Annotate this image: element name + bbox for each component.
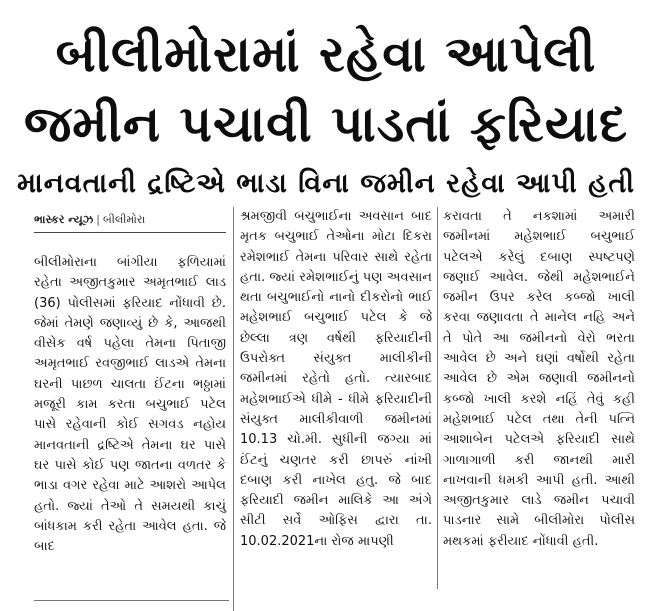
column-1-text: બીલીમોરાના બાંગીયા ફળિયામાં રહેતા અજીતકુમાર અમૃતભાઈ લાડ (36) પોલીસમાં ફરિયાદ નોંધાવી છે. જેમાં તેમણે જણાવ્યું છે કે, આજથી વીસેક વર્ષ પહેલા તેમના પિતાજી અમૃતભાઈ રવજીભાઈ લાડએ તેમના ઘરની પાછળ ચાલતા ઈંટના ભઠ્ઠામાં મજૂરી કામ કરતા બચુભાઈ પટેલ પાસે રહેવાની કોઈ સગવડ નહોય માનવતાની દ્રષ્ટિએ તેમના ઘર પાસે ઘર પાસે કોઈ પણ જાતના વળતર કે ભાડા વગર રહેવા માટે આશરો આપેલ હતો. જ્યાં તેઓ તે સમયથી કાચું બાંધકામ કરી રહેતા આવેલ હતા. જે બાદ <box>34 255 226 555</box>
article-column-2 <box>240 207 432 552</box>
subheading: માનવતાની દ્રષ્ટિએ ભાડા વિના જમીન રહેવા આપી હતી <box>17 168 635 199</box>
article-column-1 <box>34 253 226 557</box>
article-column-3 <box>443 207 635 552</box>
dateline-source: ભાસ્કર ન્યૂઝ <box>34 213 94 226</box>
dateline-place: બીલીમોરા <box>102 213 146 226</box>
bottom-divider <box>34 600 229 601</box>
column-divider-2 <box>437 207 438 589</box>
column-divider-1 <box>233 207 234 611</box>
column-3-text: કરાવતા તે નકશામાં અમારી જમીનમાં મહેશભાઈ બચુભાઈ પટેલએ કરેલું દબાણ સ્પષ્ટપણે જણાઈ આવેલ. જેથી મહેશભાઈને જમીન ઉપર કરેલ કબ્જો ખાલી કરવા જણાવતા તે માનેલ નહિ અને તે પોતે આ જમીનનો વેરો ભરતા આવેલ છે અને ઘણાં વર્ષોથી રહેતા આવેલ છે એમ જણાવી જમીનનો કબ્જો ખાલી કરશે નહિં તેવું કહી મહેશભાઈ પટેલ તથા તેની પત્નિ આશાબેન પટેલએ ફરિયાદી સાથે ગાળાગાળી કરી જાનથી મારી નાખવાની ધમકી આપી હતી. આથી અજીતકુમાર લાડે જમીન પચાવી પાડનાર સામે બીલીમોરા પોલીસ મથકમાં ફરીયાદ નોંધાવી હતી. <box>443 209 635 549</box>
headline-line-1: બીલીમોરામાં રહેવા આપેલી <box>55 25 597 83</box>
dateline <box>34 213 226 227</box>
column-2-text: શ્રમજીવી બચુભાઈના અવસાન બાદ મૃતક બચુભાઈ તેઓના મોટા દિકરા રમેશભાઈ તેમના પરિવાર સાથે રહેતા હતા. જ્યાં રમેશભાઈનું પણ અવસાન થતા બચુભાઈનો નાનો દીકરોનો ભાઈ મહેશભાઈ બચુભાઈ પટેલ કે જે છેલ્લા ત્રણ વર્ષથી ફરિયાદીની ઉપરોક્ત સંયુક્ત માલીકીની જમીનમાં રહેતો હતો. ત્યારબાદ મહેશભાઈએ ધીમે - ધીમે ફરિયાદીની સંયુક્ત માલીકીવાળી જમીનમાં 10.13 ચો.મી. સુધીની જગ્યા માં ઈંટનું ચણતર કરી છાપરું નાંખી દબાણ કરી નાખેલ હતુ. જે બાદ ફરિયાદી જમીન માલિકે આ અંગે સીટી સર્વે ઓફિસ દ્વારા તા. 10.02.2021ના રોજ માપણી <box>240 209 432 549</box>
headline-line-2: જમીન પચાવી પાડતાં ફરિયાદ <box>23 95 629 153</box>
dateline-separator: | <box>96 213 100 226</box>
dateline-divider <box>34 232 226 233</box>
